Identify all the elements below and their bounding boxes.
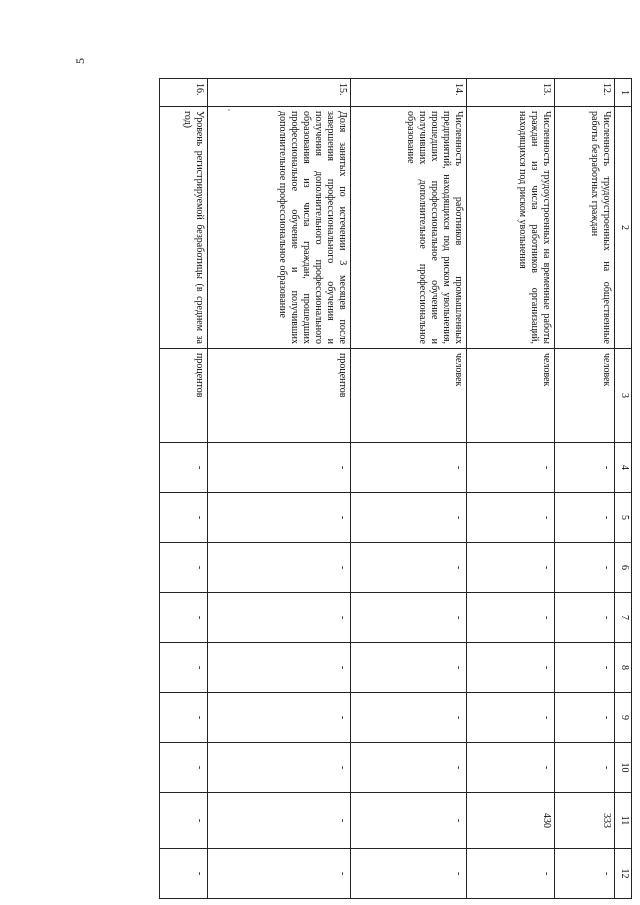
value-cell: - xyxy=(208,593,351,643)
value-cell: - xyxy=(208,793,351,849)
value-cell: - xyxy=(351,493,467,543)
value-cell: - xyxy=(351,849,467,899)
value-cell: - xyxy=(555,743,615,793)
value-cell: - xyxy=(351,443,467,493)
header-cell: 5 xyxy=(615,493,632,543)
value-cell: - xyxy=(351,643,467,693)
indicator-name: Численность трудоустроенных на временные работы граждан из числа работников организаций, находящихся под риском увольнения xyxy=(467,107,555,349)
value-cell: - xyxy=(351,693,467,743)
row-number: 15. xyxy=(208,79,351,107)
header-cell: 9 xyxy=(615,693,632,743)
value-cell: - xyxy=(160,443,208,493)
indicator-name: Уровень регистрируемой безработицы (в среднем за год) xyxy=(160,107,208,349)
value-cell: - xyxy=(555,849,615,899)
header-cell: 2 xyxy=(615,107,632,349)
value-cell: - xyxy=(555,693,615,743)
value-cell: - xyxy=(351,593,467,643)
table-row xyxy=(351,79,467,899)
value-cell: - xyxy=(467,543,555,593)
value-cell: - xyxy=(467,593,555,643)
table-row xyxy=(160,79,208,899)
row-number: 12. xyxy=(555,79,615,107)
value-cell: - xyxy=(555,543,615,593)
value-cell: - xyxy=(555,593,615,643)
value-cell: - xyxy=(160,693,208,743)
row-number: 14. xyxy=(351,79,467,107)
indicators-table xyxy=(159,78,632,899)
unit-of-measure: процентов xyxy=(160,349,208,443)
indicator-name: Доля занятых по истечении 3 месяцев после завершения профессионального обучения и получения дополнительного профессионального образования из числа граждан, прошедших профессиональное обучение и получивших дополнительное профессиональное образование xyxy=(208,107,351,349)
row-number: 16. xyxy=(160,79,208,107)
value-cell: - xyxy=(208,493,351,543)
value-cell: - xyxy=(208,543,351,593)
value-cell: 333 xyxy=(555,793,615,849)
value-cell: - xyxy=(208,643,351,693)
unit-of-measure: человек xyxy=(467,349,555,443)
value-cell: - xyxy=(160,743,208,793)
value-cell: - xyxy=(160,593,208,643)
value-cell: - xyxy=(467,849,555,899)
indicator-name: Численность работников промышленных предприятий, находящихся под риском увольнения, прошедших профессиональное обучение и получивших дополнительное профессиональное образование xyxy=(351,107,467,349)
header-cell: 7 xyxy=(615,593,632,643)
header-cell: 10 xyxy=(615,743,632,793)
value-cell: - xyxy=(467,443,555,493)
header-cell: 12 xyxy=(615,849,632,899)
value-cell: - xyxy=(160,543,208,593)
table-row xyxy=(208,79,351,899)
value-cell: - xyxy=(208,743,351,793)
value-cell: - xyxy=(208,693,351,743)
page-number: 5 xyxy=(73,58,87,64)
value-cell: - xyxy=(555,643,615,693)
value-cell: - xyxy=(351,793,467,849)
value-cell: 430 xyxy=(467,793,555,849)
header-cell: 3 xyxy=(615,349,632,443)
value-cell: - xyxy=(351,543,467,593)
header-cell: 4 xyxy=(615,443,632,493)
value-cell: - xyxy=(467,743,555,793)
table-row xyxy=(467,79,555,899)
value-cell: - xyxy=(555,493,615,543)
value-cell: - xyxy=(467,693,555,743)
header-cell: 11 xyxy=(615,793,632,849)
value-cell: - xyxy=(160,643,208,693)
value-cell: - xyxy=(351,743,467,793)
value-cell: - xyxy=(467,643,555,693)
value-cell: - xyxy=(208,849,351,899)
header-cell: 1 xyxy=(615,79,632,107)
indicator-name: Численность трудоустроенных на общественные работы безработных граждан xyxy=(555,107,615,349)
table-header-row xyxy=(615,79,632,899)
header-cell: 6 xyxy=(615,543,632,593)
value-cell: - xyxy=(160,849,208,899)
value-cell: - xyxy=(160,793,208,849)
row-number: 13. xyxy=(467,79,555,107)
value-cell: - xyxy=(160,493,208,543)
value-cell: - xyxy=(467,493,555,543)
value-cell: - xyxy=(208,443,351,493)
unit-of-measure: человек xyxy=(555,349,615,443)
table-row xyxy=(555,79,615,899)
value-cell: - xyxy=(555,443,615,493)
unit-of-measure: процентов xyxy=(208,349,351,443)
rotated-table-container xyxy=(112,78,632,898)
unit-of-measure: человек xyxy=(351,349,467,443)
header-cell: 8 xyxy=(615,643,632,693)
